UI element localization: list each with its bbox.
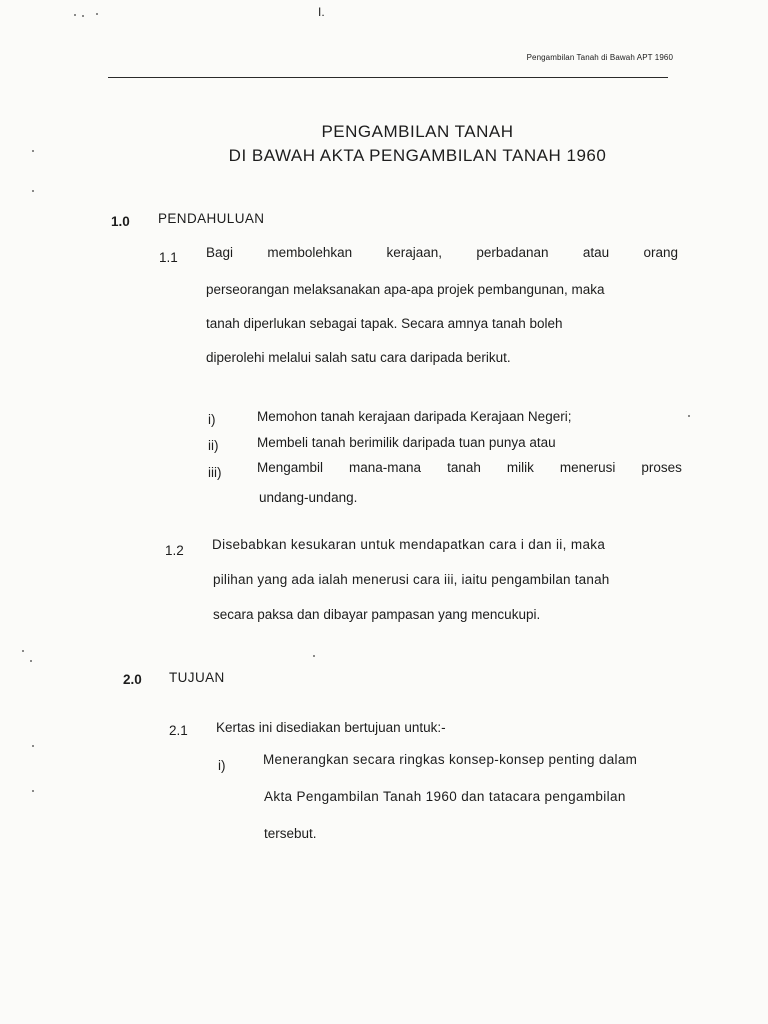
scan-speck — [22, 650, 24, 652]
word: Mengambil — [257, 460, 324, 475]
paragraph-number: 2.1 — [169, 723, 188, 738]
document-title-line-2: DI BAWAH AKTA PENGAMBILAN TANAH 1960 — [228, 146, 607, 165]
word: membolehkan — [267, 245, 353, 260]
list-item-continuation: undang-undang. — [259, 490, 358, 505]
paragraph-line: diperolehi melalui salah satu cara daripada berikut. — [206, 350, 511, 365]
word: proses — [641, 460, 682, 475]
paragraph-number: 1.2 — [165, 543, 184, 558]
paragraph-line: tanah diperlukan sebagai tapak. Secara amnya tanah boleh — [206, 316, 563, 331]
word: kerajaan, — [386, 245, 443, 260]
scan-speck — [96, 13, 98, 15]
header-divider — [108, 77, 668, 78]
list-item-text: Memohon tanah kerajaan daripada Kerajaan Negeri; — [257, 409, 572, 424]
top-mark: I. — [318, 5, 325, 19]
section-number: 1.0 — [111, 214, 130, 229]
paragraph-line: pilihan yang ada ialah menerusi cara iii, iaitu pengambilan tanah — [213, 572, 610, 587]
list-item-text: Menerangkan secara ringkas konsep-konsep penting dalam — [263, 752, 638, 767]
list-item-label: i) — [218, 758, 226, 773]
section-number: 2.0 — [123, 672, 142, 687]
paragraph-line: Disebabkan kesukaran untuk mendapatkan cara i dan ii, maka — [212, 537, 606, 552]
word: atau — [582, 245, 610, 260]
scan-speck — [32, 790, 34, 792]
scan-speck — [688, 415, 690, 417]
paragraph-number: 1.1 — [159, 250, 178, 265]
scan-speck — [74, 14, 76, 16]
scan-speck — [82, 15, 84, 17]
paragraph-line: perseorangan melaksanakan apa-apa projek pembangunan, maka — [206, 282, 605, 297]
paragraph-line — [206, 245, 678, 260]
section-heading: PENDAHULUAN — [158, 211, 265, 226]
word: Bagi — [206, 245, 234, 260]
word: milik — [506, 460, 534, 475]
scan-speck — [30, 660, 32, 662]
list-item-text — [257, 460, 682, 475]
list-item-label: iii) — [208, 465, 222, 480]
word: orang — [643, 245, 678, 260]
scan-speck — [313, 655, 315, 657]
running-header: Pengambilan Tanah di Bawah APT 1960 — [526, 53, 673, 62]
list-item-label: ii) — [208, 438, 219, 453]
document-title-line-1: PENGAMBILAN TANAH — [321, 122, 514, 141]
paragraph-line: Kertas ini disediakan bertujuan untuk:- — [216, 720, 446, 735]
list-item-text: Membeli tanah berimilik daripada tuan punya atau — [257, 435, 556, 450]
word: perbadanan — [476, 245, 549, 260]
word: tanah — [447, 460, 481, 475]
list-item-text: tersebut. — [264, 826, 317, 841]
scan-speck — [32, 745, 34, 747]
word: menerusi — [559, 460, 616, 475]
list-item-text: Akta Pengambilan Tanah 1960 dan tatacara pengambilan — [264, 789, 626, 804]
section-heading: TUJUAN — [169, 670, 225, 685]
paragraph-line: secara paksa dan dibayar pampasan yang mencukupi. — [213, 607, 541, 622]
scan-speck — [32, 190, 34, 192]
word: mana-mana — [349, 460, 422, 475]
list-item-label: i) — [208, 412, 216, 427]
